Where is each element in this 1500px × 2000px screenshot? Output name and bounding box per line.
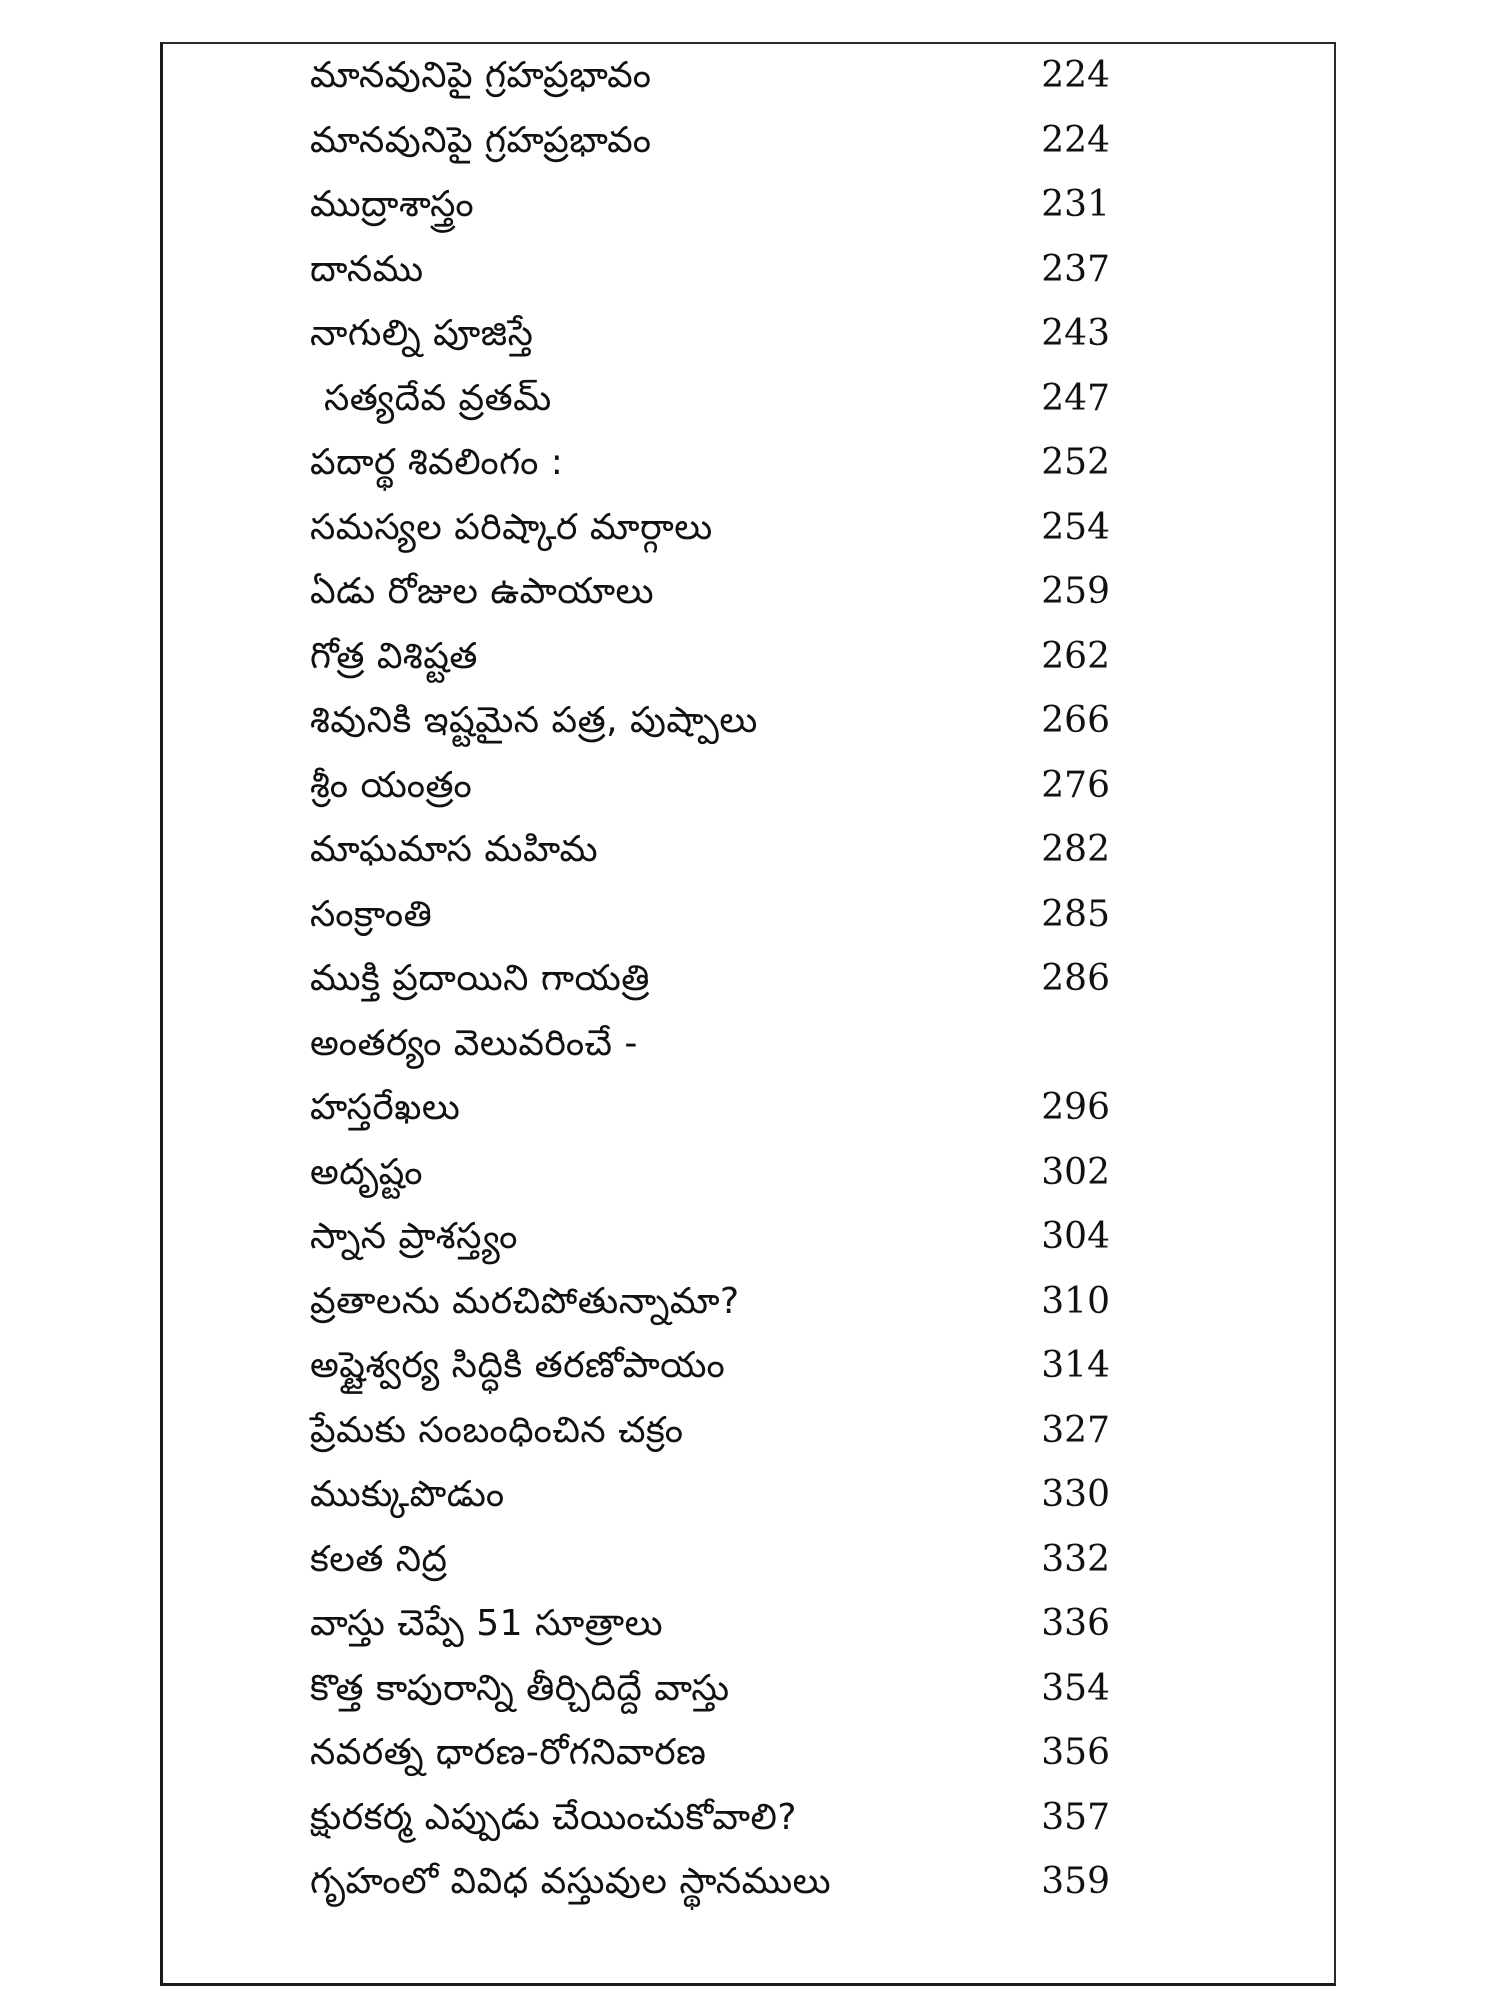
toc-entry — [310, 1528, 1130, 1593]
toc-entry — [310, 754, 1130, 819]
toc-entry — [310, 431, 1130, 496]
toc-entry — [310, 1270, 1130, 1335]
toc-entry — [310, 302, 1130, 367]
toc-entry — [310, 689, 1130, 754]
entry-page-number: 354 — [1041, 1667, 1110, 1709]
entry-page-number: 224 — [1041, 55, 1110, 96]
entry-title: అష్టైశ్వర్య సిద్ధికి తరణోపాయం — [310, 1345, 726, 1386]
entry-page-number: 237 — [1041, 248, 1110, 290]
toc-entry — [310, 1334, 1130, 1399]
toc-entry — [310, 560, 1130, 625]
toc-entry — [310, 625, 1130, 690]
entry-page-number: 282 — [1041, 829, 1110, 870]
entry-title: సమస్యల పరిష్కార మార్గాలు — [310, 506, 713, 548]
toc-entry — [310, 109, 1130, 174]
entry-title: మానవునిపై గ్రహప్రభావం — [310, 55, 652, 96]
toc-entry — [310, 1786, 1130, 1851]
entry-title: స్నాన ప్రాశస్త్యం — [310, 1216, 518, 1257]
entry-title: వ్రతాలను మరచిపోతున్నామా? — [310, 1280, 740, 1322]
toc-entry — [310, 1076, 1130, 1141]
toc-entry — [310, 367, 1130, 432]
toc-entry — [310, 173, 1130, 238]
entry-page-number: 285 — [1041, 893, 1110, 935]
entry-title: ముక్కుపొడుం — [310, 1474, 505, 1515]
entry-title: ఏడు రోజుల ఉపాయాలు — [310, 571, 655, 612]
entry-title: నాగుల్ని పూజిస్తే — [310, 313, 534, 354]
entry-title: నవరత్న ధారణ-రోగనివారణ — [310, 1732, 707, 1773]
entry-title: హస్తరేఖలు — [310, 1087, 461, 1128]
toc-entry — [310, 238, 1130, 303]
entry-title: మానవునిపై గ్రహప్రభావం — [310, 119, 652, 161]
toc-entry — [310, 1205, 1130, 1270]
toc-entry — [310, 1463, 1130, 1528]
entry-title: సత్యదేవ వ్రతమ్ — [324, 377, 552, 419]
entry-title: దానము — [310, 248, 424, 290]
toc-entry — [310, 1399, 1130, 1464]
entry-title: ముద్రాశాస్త్రం — [310, 184, 475, 225]
toc-entry — [310, 947, 1130, 1012]
toc-entry — [310, 1012, 1130, 1077]
entry-page-number: 314 — [1041, 1345, 1110, 1386]
entry-page-number: 296 — [1041, 1087, 1110, 1128]
entry-page-number: 310 — [1041, 1280, 1110, 1322]
entry-title: క్షురకర్మ ఎప్పుడు చేయించుకోవాలి? — [310, 1796, 797, 1838]
toc-entry — [310, 496, 1130, 561]
entry-title: అదృష్టం — [310, 1151, 424, 1193]
toc-entry — [310, 1592, 1130, 1657]
entry-title: శివునికి ఇష్టమైన పత్ర, పుష్పాలు — [310, 700, 758, 741]
entry-page-number: 231 — [1041, 184, 1110, 225]
entry-page-number: 332 — [1041, 1538, 1110, 1580]
toc-entry — [310, 1721, 1130, 1786]
entry-page-number: 262 — [1041, 635, 1110, 677]
entry-page-number: 302 — [1041, 1151, 1110, 1193]
table-of-contents — [310, 44, 1130, 1915]
entry-title: శ్రీం యంత్రం — [310, 764, 473, 806]
entry-page-number: 252 — [1041, 442, 1110, 483]
toc-entry — [310, 883, 1130, 948]
entry-page-number: 304 — [1041, 1216, 1110, 1257]
entry-title: వాస్తు చెప్పే 51 సూత్రాలు — [310, 1603, 664, 1644]
entry-title: గృహంలో వివిధ వస్తువుల స్థానములు — [310, 1861, 832, 1902]
entry-title: మాఘమాస మహిమ — [310, 829, 599, 870]
entry-page-number: 254 — [1041, 506, 1110, 548]
entry-page-number: 276 — [1041, 764, 1110, 806]
entry-page-number: 330 — [1041, 1474, 1110, 1515]
entry-page-number: 243 — [1041, 313, 1110, 354]
entry-title: పదార్థ శివలింగం : — [310, 442, 564, 483]
entry-page-number: 259 — [1041, 571, 1110, 612]
entry-title: కలత నిద్ర — [310, 1538, 448, 1580]
entry-page-number: 336 — [1041, 1603, 1110, 1644]
entry-title: ప్రేమకు సంబంధించిన చక్రం — [310, 1409, 684, 1451]
entry-page-number: 224 — [1041, 119, 1110, 161]
toc-entry — [310, 44, 1130, 109]
entry-page-number: 357 — [1041, 1796, 1110, 1838]
toc-entry — [310, 1850, 1130, 1915]
entry-page-number: 286 — [1041, 958, 1110, 999]
toc-entry — [310, 1141, 1130, 1206]
entry-page-number: 359 — [1041, 1861, 1110, 1902]
entry-title: కొత్త కాపురాన్ని తీర్చిదిద్దే వాస్తు — [310, 1667, 730, 1709]
entry-title: ముక్తి ప్రదాయిని గాయత్రి — [310, 958, 650, 999]
toc-entry — [310, 1657, 1130, 1722]
entry-page-number: 327 — [1041, 1409, 1110, 1451]
entry-page-number: 356 — [1041, 1732, 1110, 1773]
entry-title: సంక్రాంతి — [310, 893, 433, 935]
entry-title: అంతర్యం వెలువరించే - — [310, 1022, 638, 1064]
entry-page-number: 266 — [1041, 700, 1110, 741]
toc-entry — [310, 818, 1130, 883]
entry-page-number: 247 — [1041, 377, 1110, 419]
entry-title: గోత్ర విశిష్టత — [310, 635, 478, 677]
